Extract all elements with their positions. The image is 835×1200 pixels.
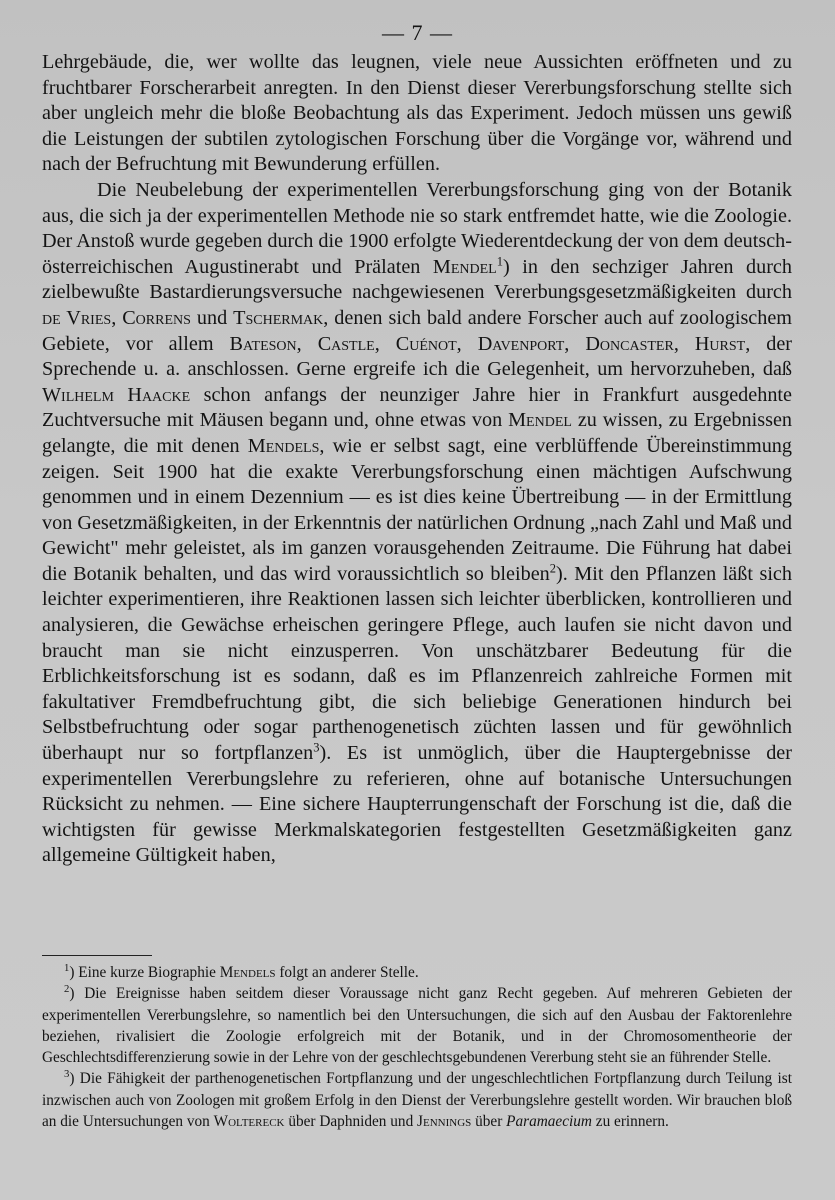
text-run: folgt an anderer Stelle. [275,964,419,981]
author-name: Mendels [247,434,320,457]
author-name: Davenport [477,332,565,355]
footnote-mark: 2 [64,983,70,996]
author-name: Woltereck [213,1113,285,1131]
text-run: , [374,332,396,355]
page-number: — 7 — [382,20,453,45]
author-name: Mendel [508,409,572,432]
footnote-ref-3: 3 [313,740,320,755]
text-run: , der Sprechende u. a. anschlossen. Gerne ergreife ich die Gelegenheit, um hervorzuheben, daß [42,332,793,381]
author-name: Mendel [432,255,497,278]
paragraph-1: Lehrgebäude, die, wer wollte das leugnen, viele neue Aussichten eröffneten und zu fruchtbarer Forscherarbeit anregten. In den Dienst dieser Vererbungsforschung stellte sich aber ungleich mehr die bloße Beobachtung als das Experiment. Jedoch müssen uns gewiß die Leistungen der subtilen zytologischen Forschung über die Vorgänge vor, während und nach der Befruchtung mit Bewunderung erfüllen. [42,51,792,176]
text-run: über [471,1113,507,1131]
text-run: ) Die Ereignisse haben seitdem dieser Voraussage nicht ganz Recht gegeben. Auf mehreren Gebieten der experimentellen Vererbungslehre, so namentlich bei den Untersuchungen, die sich auf den Ausbau der Faktorenlehre beziehen, rivalisiert die Zoologie erfolgreich mit der Botanik, und in der Chromosomentheorie der Geschlechtsdifferenzierung sowie in der Lehre von der geschlechtsgebundenen Vererbung steht sie an führender Stelle. [42,985,792,1067]
text-run: über Daphniden und [284,1113,418,1131]
author-name: Jennings [417,1113,472,1131]
text-run: , [673,332,695,355]
text-run: ) in den sechziger Jahren durch zielbewußte Bastardierungsversuche nachgewiesenen Vererbungsgesetzmäßigkeiten durch [42,255,792,304]
author-name: Castle [317,332,375,355]
text-run: ) Die Fähigkeit der parthenogenetischen Fortpflanzung und der ungeschlechtlichen Fortpflanzung durch Teilung ist inzwischen auch von Zoologen mit großem Erfolg in den Dienst der Vererbungslehre gestellt worden. Wir brauchen bloß an die Untersuchungen von [42,1070,792,1131]
footnote-ref-2: 2 [549,561,557,576]
footnote-3 [42,1068,792,1132]
text-run: , [296,332,318,355]
main-body-text [42,50,792,869]
footnotes [42,962,792,1132]
footnote-2 [42,983,792,1068]
footnote-mark: 3 [64,1068,70,1081]
text-run: ). Mit den Pflanzen läßt sich leichter experimentieren, ihre Reaktionen lassen sich leichter überblicken, kontrollieren und analysieren, die Gewächse erheischen geringere Pflege, auch laufen sie nicht davon und braucht man sie nicht einzusperren. Von unschätzbarer Bedeutung für die Erblichkeitsforschung ist es sodann, daß es im Pflanzenreich zahlreiche Formen mit fakultativer Fremdbefruchtung gibt, die sich beliebige Generationen hindurch bei Selbstbefruchtung oder sogar parthenogenetisch züchten lassen und für gewöhnlich überhaupt nur so fortpflanzen [42,562,792,765]
footnote-mark: 1 [64,961,70,974]
genus-name: Paramaecium [506,1113,592,1131]
author-name: Cuénot [395,332,457,355]
author-name: Bateson [229,332,297,355]
text-run: zu wissen, zu Ergebnissen gelangte, die mit denen [42,409,792,457]
author-name: Doncaster [585,332,674,355]
text-run: , [456,332,478,355]
author-name: de Vries [42,306,112,329]
author-name: Mendels [219,964,276,981]
author-name: Tschermak [233,306,324,329]
text-run: , [564,332,586,355]
footnote-1 [42,962,792,983]
author-name: Correns [122,306,191,329]
footnote-separator [42,955,152,956]
text-run: Die Neubelebung der experimentellen Vererbungsforschung ging von der Botanik aus, die sich ja der experimentellen Methode nie so stark entfremdet hatte, wie die Zoologie. Der Anstoß wurde gegeben durch die 1900 erfolgte Wiederentdeckung der von dem deutsch-österreichischen Augustinerabt und Prälaten [42,178,792,278]
author-name: Hurst [694,332,746,355]
text-run: , [111,306,123,329]
text-run: und [190,306,234,329]
paragraph-2 [42,178,792,869]
text-run: , wie er selbst sagt, eine verblüffende Übereinstimmung zeigen. Seit 1900 hat die exakte Vererbungsforschung einen mächtigen Aufschwung genommen und in einem Dezennium — es ist dies keine Übertreibung — in der Ermittlung von Gesetzmäßigkeiten, in der Erkenntnis der natürlichen Ordnung „nach Zahl und Maß und Gewicht" mehr geleistet, als im ganzen vorausgehenden Zeitraume. Die Führung hat dabei die Botanik behalten, und das wird voraussichtlich so bleiben [42,434,792,585]
text-run: zu erinnern. [591,1113,669,1131]
footnote-ref-1: 1 [496,254,503,269]
text-run: schon anfangs der neunziger Jahre hier in Frankfurt ausgedehnte Zuchtversuche mit Mäusen begann und, ohne etwas von [42,383,792,432]
author-name: Wilhelm Haacke [42,383,191,406]
text-run: ). Es ist unmöglich, über die Hauptergebnisse der experimentellen Vererbungslehre zu referieren, ohne auf botanische Untersuchungen Rücksicht zu nehmen. — Eine sichere Haupterrungenschaft der Forschung ist die, daß die wichtigsten für gewisse Merkmalskategorien festgestellten Gesetzmäßigkeiten ganz allgemeine Gültigkeit haben, [42,742,792,867]
text-run: , denen sich bald andere Forscher auch auf zoologischem Gebiete, vor allem [42,306,793,355]
text-run: ) Eine kurze Biographie [69,964,220,981]
